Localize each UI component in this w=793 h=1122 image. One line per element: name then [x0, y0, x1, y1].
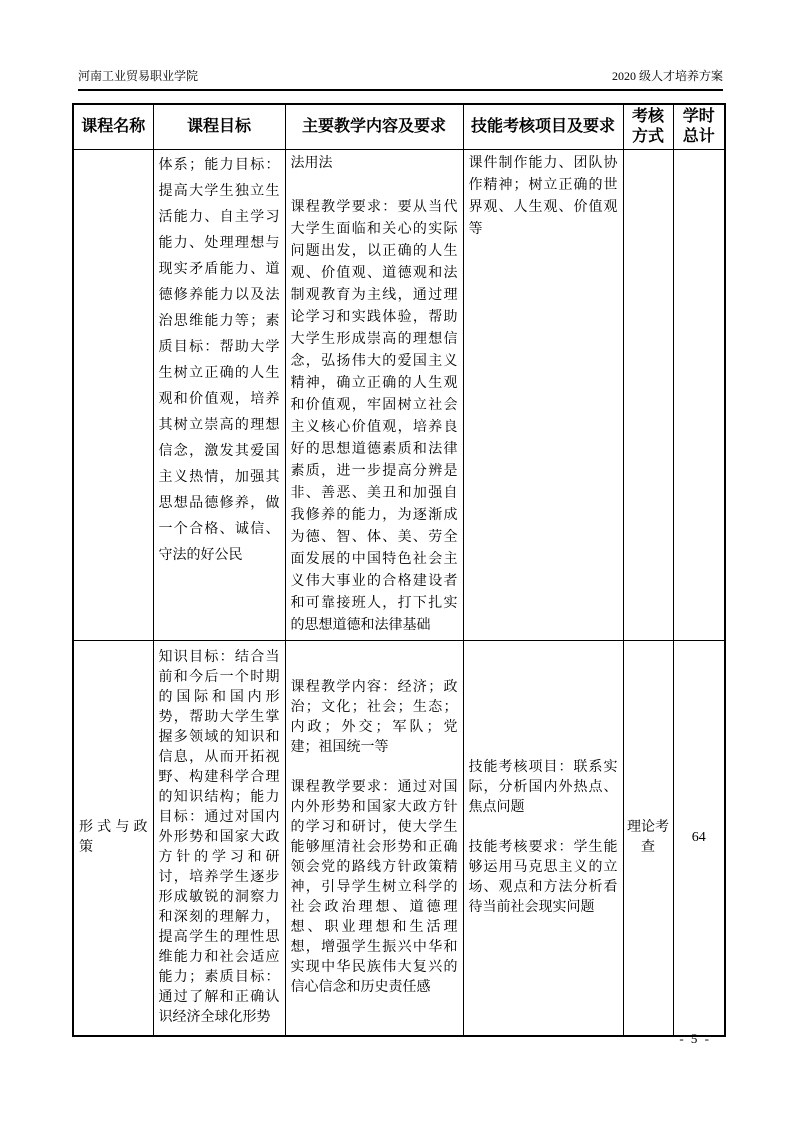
content-paragraph: 课程教学要求：要从当代大学生面临和关心的实际问题出发，以正确的人生观、价值观、道德观和法制观教育为主线，通过理论学习和实践体验，帮助大学生形成崇高的理想信念，弘扬伟大的爱国主义精神，确立正确的人生观和价值观，牢固树立社会主义核心价值观，培养良好的思想道德素质和法律素质，进一步提高分辨是非、善恶、美丑和加强自我修养的能力，为逐渐成为德、智、体、美、劳全面发展的中国特色社会主义伟大事业的合格建设者和可靠接班人，打下扎实的思想道德和法律基础	[290, 199, 458, 633]
plan-title: 2020 级人才培养方案	[611, 69, 723, 83]
table-row	[73, 640, 725, 1036]
cell-content	[285, 640, 463, 1036]
assessment-paragraph: 技能考核项目：联系实际，分析国内外热点、焦点问题	[468, 759, 618, 815]
school-name: 河南工业贸易职业学院	[78, 69, 199, 83]
course-name-text: 形式与政策	[79, 819, 148, 855]
cell-objectives	[153, 640, 285, 1036]
assessment-paragraph: 技能考核要求：学生能够运用马克思主义的立场、观点和方法分析看待当前社会现实问题	[468, 839, 618, 915]
col-header-content: 主要教学内容及要求	[285, 104, 463, 149]
cell-method	[623, 640, 673, 1036]
col-header-course-name: 课程名称	[73, 104, 153, 149]
cell-method	[623, 149, 673, 640]
cell-objectives	[153, 149, 285, 640]
assessment-paragraph: 课件制作能力、团队协作精神；树立正确的世界观、人生观、价值观等	[468, 155, 618, 237]
content-paragraph: 课程教学要求：通过对国内外形势和国家大政方针的学习和研讨，使大学生能够厘清社会形势和正确领会党的路线方针政策精神，引导学生树立科学的社会政治理想、道德理想、职业理想和生活理想，增强学生振兴中华和实现中华民族伟大复兴的信心信念和历史责任感	[290, 779, 458, 995]
table-row	[73, 149, 725, 640]
page-number: - 5 -	[679, 1031, 711, 1046]
cell-hours	[673, 149, 725, 640]
table-header-row	[73, 104, 725, 149]
cell-content	[285, 149, 463, 640]
content-paragraph: 法用法	[290, 155, 333, 171]
page-header	[78, 69, 723, 83]
cell-course-name	[73, 640, 153, 1036]
col-header-method: 考核方式	[623, 104, 673, 149]
header-rule	[78, 89, 723, 91]
cell-course-name	[73, 149, 153, 640]
col-header-assessment: 技能考核项目及要求	[463, 104, 623, 149]
curriculum-table	[72, 103, 726, 1037]
objectives-text: 体系；能力目标：提高大学生独立生活能力、自主学习能力、处理理想与现实矛盾能力、道德修养能力以及法治思维能力等；素质目标：帮助大学生树立正确的人生观和价值观，培养其树立崇高的理想信念，激发其爱国主义热情，加强其思想品德修养，做一个合格、诚信、守法的好公民	[158, 157, 280, 563]
cell-assessment	[463, 149, 623, 640]
cell-assessment	[463, 640, 623, 1036]
objectives-text: 知识目标：结合当前和今后一个时期的国际和国内形势，帮助大学生掌握多领域的知识和信息，从而开拓视野、构建科学合理的知识结构；能力目标：通过对国内外形势和国家大政方针的学习和研讨，培养学生逐步形成敏锐的洞察力和深刻的理解力，提高学生的理性思维能力和社会适应能力；素质目标：通过了解和正确认识经济全球化形势	[158, 649, 280, 1025]
method-text: 理论考查	[627, 819, 669, 855]
hours-text: 64	[691, 829, 706, 845]
cell-hours	[673, 640, 725, 1036]
col-header-hours: 学时总计	[673, 104, 725, 149]
col-header-objectives: 课程目标	[153, 104, 285, 149]
content-paragraph: 课程教学内容：经济；政治；文化；社会；生态；内政；外交；军队；党建；祖国统一等	[290, 679, 458, 755]
